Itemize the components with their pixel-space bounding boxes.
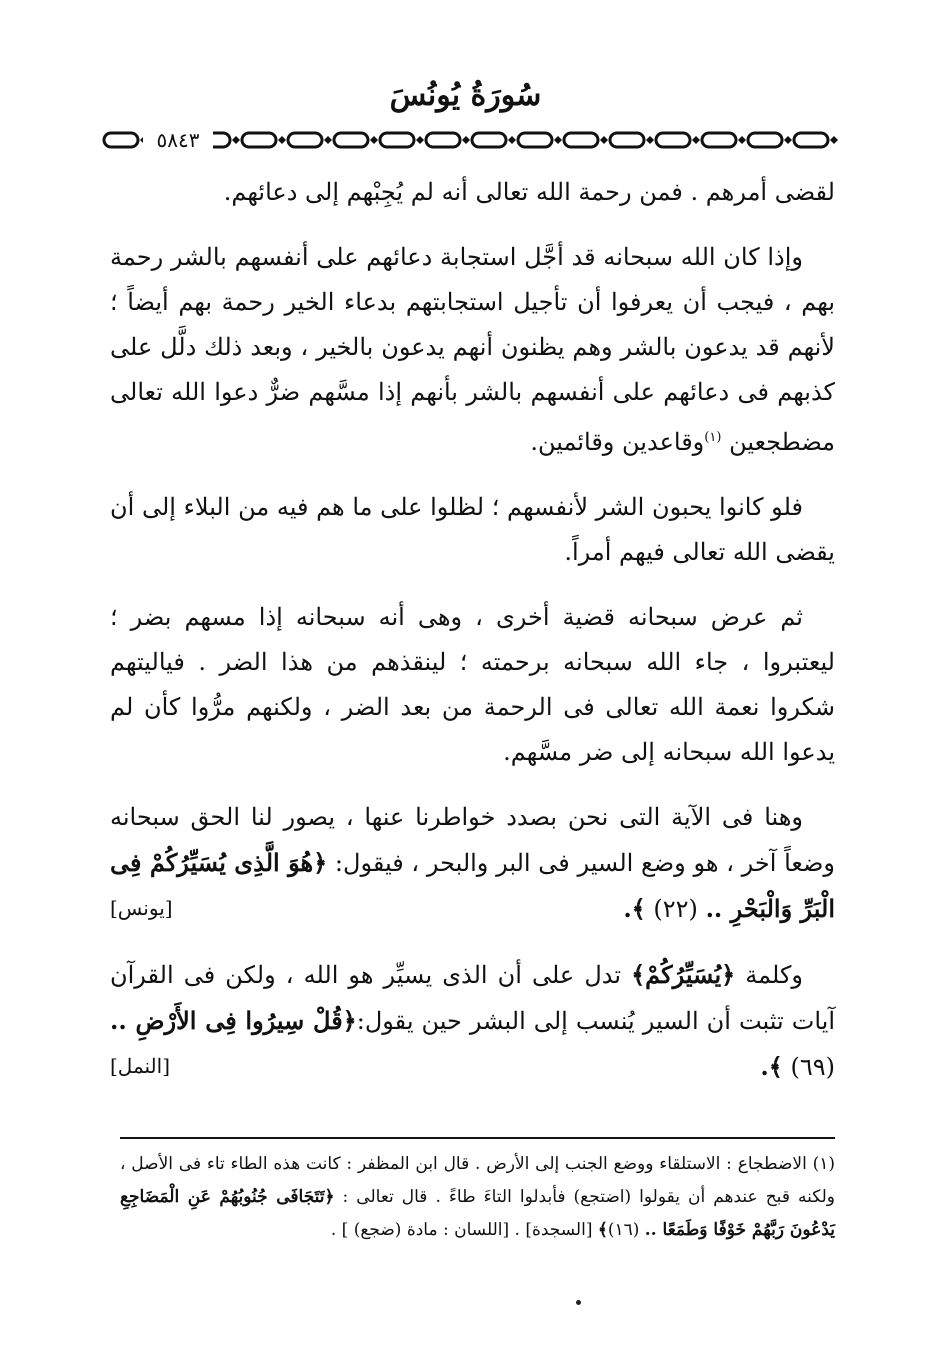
verse-number: (٢٢): [653, 895, 698, 923]
chain-diamond: [738, 136, 746, 144]
chain-link-oval: [472, 133, 506, 147]
paragraph-2: [110, 235, 835, 465]
chain-link-oval: [426, 133, 460, 147]
paragraph-6: [110, 952, 835, 1090]
chain-link-oval: [794, 133, 828, 147]
paragraph-6-text-after: تدل على أن الذى يسيِّر هو الله ، ولكن فى القرآن آيات تثبت أن السير يُنسب إلى البشر حين يقول:: [110, 961, 835, 1035]
quran-close-bracket: ﴾.: [760, 1052, 783, 1081]
page-number: ٥٨٤٣: [143, 126, 213, 154]
chain-link-oval: [380, 133, 414, 147]
chain-link-oval: [748, 133, 782, 147]
chain-diamond: [508, 136, 516, 144]
chain-link-oval: [104, 133, 138, 147]
paragraph-5-text: وهنا فى الآية التى نحن بصدد خواطرنا عنها ، يصور لنا الحق سبحانه وضعاً آخر ، هو وضع السير فى البر والبحر ، فيقول:: [110, 803, 835, 877]
paragraph-6-text-before: وكلمة: [745, 961, 803, 989]
chain-link-oval: [518, 133, 552, 147]
quran-word: ﴿يُسَيِّرُكُمْ﴾: [631, 960, 736, 989]
verse-number: (٦٩): [790, 1053, 835, 1081]
chain-link-oval: [242, 133, 276, 147]
footnote-divider: [120, 1137, 835, 1139]
chain-diamond: [416, 136, 424, 144]
body-text: [110, 170, 835, 1110]
footnote-text: (١) الاضطجاع : الاستلقاء ووضع الجنب إلى الأرض . قال ابن المظفر : كانت هذه الطاء تاء فى الأصل ، ولكنه قبح عندهم أن يقولوا (اضتجع) فأبدلوا التاءَ طاءً . قال تعالى :: [120, 1154, 835, 1207]
paragraph-4: ثم عرض سبحانه قضية أخرى ، وهى أنه سبحانه إذا مسهم بضر ؛ ليعتبروا ، جاء الله سبحانه برحمته ؛ لينقذهم من هذا الضر . فياليتهم شكروا نعمة الله تعالى فى الرحمة من بعد الضر ، ولكنهم مرُّوا كأن لم يدعوا الله سبحانه إلى ضر مسَّهم.: [110, 603, 835, 766]
ornamental-border: [100, 126, 865, 154]
chain-diamond: [370, 136, 378, 144]
verse-number: (١٦): [607, 1220, 640, 1240]
paragraph-2-tail: وقاعدين وقائمين.: [530, 428, 705, 456]
footnote: [120, 1148, 835, 1247]
chain-diamond: [646, 136, 654, 144]
quran-verse-yunus: ﴿هُوَ الَّذِى يُسَيِّرُكُمْ فِى الْبَرِّ وَالْبَحْرِ ..: [110, 848, 835, 923]
paragraph-1: لقضى أمرهم . فمن رحمة الله تعالى أنه لم يُجِبْهم إلى دعائهم.: [223, 178, 835, 206]
quran-close-bracket: ﴾: [597, 1220, 608, 1240]
quran-verse-naml: ﴿قُلْ سِيرُوا فِى الأَرْضِ ..: [110, 1006, 357, 1035]
chain-link-oval: [610, 133, 644, 147]
chain-diamond: [692, 136, 700, 144]
chain-diamond: [554, 136, 562, 144]
chain-link-oval: [702, 133, 736, 147]
chain-link-oval: [334, 133, 368, 147]
surah-source-tag: [النمل]: [110, 1054, 170, 1078]
paragraph-2-text: وإذا كان الله سبحانه قد أجَّل استجابة دعائهم على أنفسهم بالشر رحمة بهم ، فيجب أن يعرفوا أن تأجيل استجابتهم بدعاء الخير رحمة بهم أيضاً ؛ لأنهم قد يدعون بالشر وهم يظنون أنهم يدعون بالخير ، وبعد ذلك دلَّل على كذبهم فى دعائهم على أنفسهم بالشر بأنهم إذا مسَّهم ضرٌّ دعوا الله تعالى مضطجعين: [110, 243, 835, 456]
chain-diamond: [784, 136, 792, 144]
footnote-source: [السجدة] . [اللسان : مادة (ضجع) ] .: [330, 1220, 593, 1240]
paragraph-3: فلو كانوا يحبون الشر لأنفسهم ؛ لظلوا على ما هم فيه من البلاء إلى أن يقضى الله تعالى فيهم أمراً.: [110, 493, 835, 566]
surah-source-tag: [يونس]: [110, 896, 173, 920]
footnote-quran: ﴿تَتَجَافَى جُنُوبُهُمْ عَنِ الْمَضَاجِعِ يَدْعُونَ رَبَّهُمْ خَوْفًا وَطَمَعًا ..: [120, 1187, 835, 1240]
chain-diamond: [232, 136, 240, 144]
chain-diamond: [324, 136, 332, 144]
page-dot: [576, 1300, 581, 1305]
chain-diamond: [278, 136, 286, 144]
chain-link-oval: [564, 133, 598, 147]
surah-title: سُورَةُ يُونُسَ: [389, 78, 542, 113]
quran-close-bracket: ﴾.: [623, 894, 646, 923]
chain-diamond: [600, 136, 608, 144]
chain-diamond: [462, 136, 470, 144]
chain-link-oval: [288, 133, 322, 147]
chain-ornament: [100, 126, 865, 154]
chain-diamond: [830, 136, 838, 144]
paragraph-5: [110, 795, 835, 932]
chain-link-oval: [656, 133, 690, 147]
footnote-marker[interactable]: (١): [704, 430, 722, 445]
